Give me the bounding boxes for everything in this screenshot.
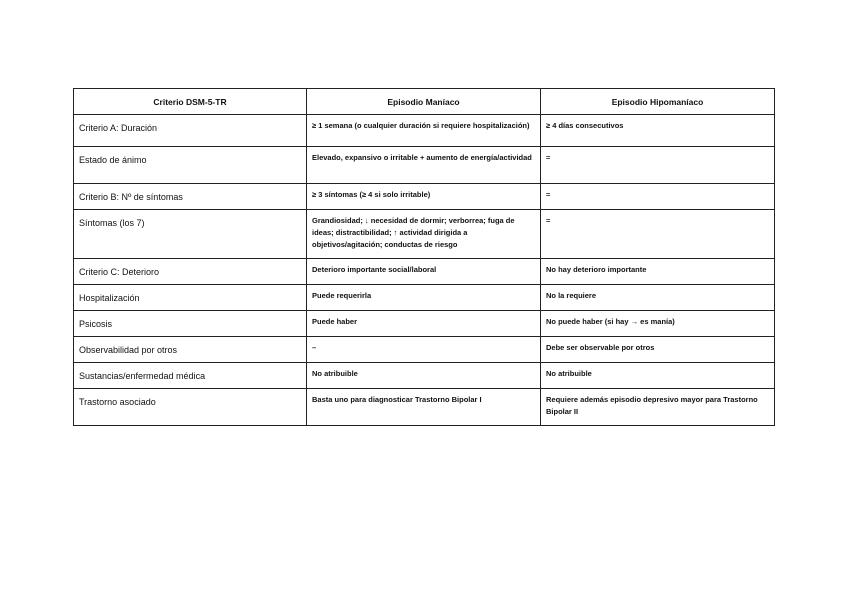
table-row (74, 311, 775, 337)
table-row (74, 210, 775, 259)
row-criterion: Hospitalización (74, 285, 307, 311)
row-criterion: Psicosis (74, 311, 307, 337)
row-criterion: Criterio B: Nº de síntomas (74, 184, 307, 210)
hipomaniaco-cell: = (541, 184, 775, 210)
maniaco-cell: Basta uno para diagnosticar Trastorno Bipolar I (307, 389, 541, 426)
hipomaniaco-cell: Debe ser observable por otros (541, 337, 775, 363)
table-row (74, 363, 775, 389)
table-row (74, 184, 775, 210)
row-criterion: Criterio C: Deterioro (74, 259, 307, 285)
hipomaniaco-cell: Requiere además episodio depresivo mayor para Trastorno Bipolar II (541, 389, 775, 426)
hipomaniaco-cell: No atribuible (541, 363, 775, 389)
row-criterion: Trastorno asociado (74, 389, 307, 426)
maniaco-cell: Deterioro importante social/laboral (307, 259, 541, 285)
table-header (74, 89, 775, 115)
maniaco-cell: Puede requerirla (307, 285, 541, 311)
row-criterion: Sustancias/enfermedad médica (74, 363, 307, 389)
table-row (74, 285, 775, 311)
table-row (74, 115, 775, 147)
table-body (74, 115, 775, 426)
header-criterio: Criterio DSM-5-TR (74, 89, 307, 115)
hipomaniaco-cell: No la requiere (541, 285, 775, 311)
maniaco-cell: ≥ 1 semana (o cualquier duración si requiere hospitalización) (307, 115, 541, 147)
hipomaniaco-cell: ≥ 4 días consecutivos (541, 115, 775, 147)
hipomaniaco-cell: = (541, 210, 775, 259)
table-row (74, 389, 775, 426)
row-criterion: Síntomas (los 7) (74, 210, 307, 259)
header-row (74, 89, 775, 115)
row-criterion: Estado de ánimo (74, 147, 307, 184)
hipomaniaco-cell: No puede haber (si hay → es manía) (541, 311, 775, 337)
row-criterion: Criterio A: Duración (74, 115, 307, 147)
hipomaniaco-cell: = (541, 147, 775, 184)
maniaco-cell: No atribuible (307, 363, 541, 389)
maniaco-cell: Grandiosidad; ↓ necesidad de dormir; verborrea; fuga de ideas; distractibilidad; ↑ actividad dirigida a objetivos/agitación; conductas de riesgo (307, 210, 541, 259)
maniaco-cell: Puede haber (307, 311, 541, 337)
maniaco-cell: Elevado, expansivo o irritable + aumento de energía/actividad (307, 147, 541, 184)
header-episodio-maniaco: Episodio Maníaco (307, 89, 541, 115)
hipomaniaco-cell: No hay deterioro importante (541, 259, 775, 285)
maniaco-cell: – (307, 337, 541, 363)
table-row (74, 259, 775, 285)
dsm-comparison-table (73, 88, 775, 426)
table-row (74, 147, 775, 184)
maniaco-cell: ≥ 3 síntomas (≥ 4 si solo irritable) (307, 184, 541, 210)
row-criterion: Observabilidad por otros (74, 337, 307, 363)
table-row (74, 337, 775, 363)
header-episodio-hipomaniaco: Episodio Hipomaníaco (541, 89, 775, 115)
